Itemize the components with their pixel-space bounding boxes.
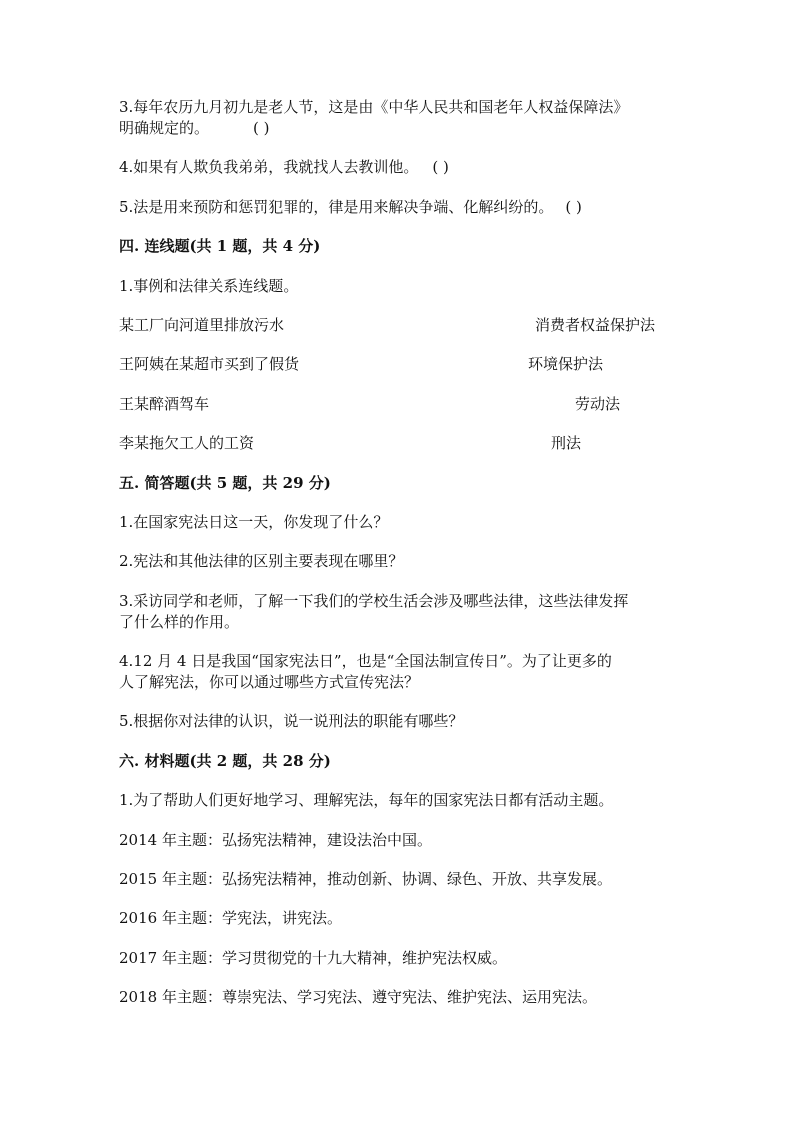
- material-theme-item: 2014 年主题：弘扬宪法精神，建设法治中国。: [119, 831, 432, 849]
- short-answer-question: 1.在国家宪法日这一天，你发现了什么？: [119, 513, 389, 531]
- section-heading: 五. 简答题(共 5 题，共 29 分): [119, 474, 331, 492]
- matching-left-item[interactable]: 王阿姨在某超市买到了假货: [119, 355, 300, 373]
- material-theme-item: 2015 年主题：弘扬宪法精神，推动创新、协调、绿色、开放、共享发展。: [119, 870, 612, 888]
- judgement-q3-line2: [119, 117, 270, 139]
- matching-right-item[interactable]: 消费者权益保护法: [535, 316, 656, 334]
- short-answer-question-line: 3.采访同学和老师，了解一下我们的学校生活会涉及哪些法律，这些法律发挥: [119, 592, 629, 610]
- short-answer-question-line: 4.12 月 4 日是我国“国家宪法日”，也是“全国法制宣传日”。为了让更多的: [119, 652, 612, 670]
- matching-left-item[interactable]: 王某醉酒驾车: [119, 395, 210, 413]
- answer-blank[interactable]: ( ): [432, 158, 449, 176]
- material-theme-item: 2016 年主题：学宪法，讲宪法。: [119, 909, 342, 927]
- judgement-q3-line1: 3.每年农历九月初九是老人节，这是由《中华人民共和国老年人权益保障法》: [119, 98, 629, 116]
- judgement-q5-text: 5.法是用来预防和惩罚犯罪的，律是用来解决争端、化解纠纷的。: [119, 198, 554, 216]
- answer-blank[interactable]: ( ): [253, 119, 270, 137]
- short-answer-question-line: 人了解宪法，你可以通过哪些方式宣传宪法？: [119, 673, 420, 691]
- matching-question: 1.事例和法律关系连线题。: [119, 277, 299, 295]
- short-answer-question: 5.根据你对法律的认识，说一说刑法的职能有哪些？: [119, 712, 464, 730]
- section-heading: 四. 连线题(共 1 题，共 4 分): [119, 237, 321, 255]
- section-heading: 六. 材料题(共 2 题，共 28 分): [119, 752, 331, 770]
- matching-right-item[interactable]: 劳动法: [575, 395, 621, 413]
- matching-left-item[interactable]: 某工厂向河道里排放污水: [119, 316, 285, 334]
- matching-right-item[interactable]: 环境保护法: [528, 355, 604, 373]
- matching-right-item[interactable]: 刑法: [551, 434, 582, 452]
- judgement-q4: [119, 156, 449, 178]
- judgement-q3-text: 明确规定的。: [119, 119, 210, 137]
- material-question: 1.为了帮助人们更好地学习、理解宪法，每年的国家宪法日都有活动主题。: [119, 791, 614, 809]
- answer-blank[interactable]: ( ): [565, 198, 582, 216]
- matching-left-item[interactable]: 李某拖欠工人的工资: [119, 434, 255, 452]
- material-theme-item: 2018 年主题：尊崇宪法、学习宪法、遵守宪法、维护宪法、运用宪法。: [119, 988, 597, 1006]
- short-answer-question-line: 了什么样的作用。: [119, 613, 240, 631]
- short-answer-question: 2.宪法和其他法律的区别主要表现在哪里？: [119, 552, 404, 570]
- judgement-q4-text: 4.如果有人欺负我弟弟，我就找人去教训他。: [119, 158, 419, 176]
- material-theme-item: 2017 年主题：学习贯彻党的十九大精神，维护宪法权威。: [119, 949, 507, 967]
- judgement-q5: [119, 196, 582, 218]
